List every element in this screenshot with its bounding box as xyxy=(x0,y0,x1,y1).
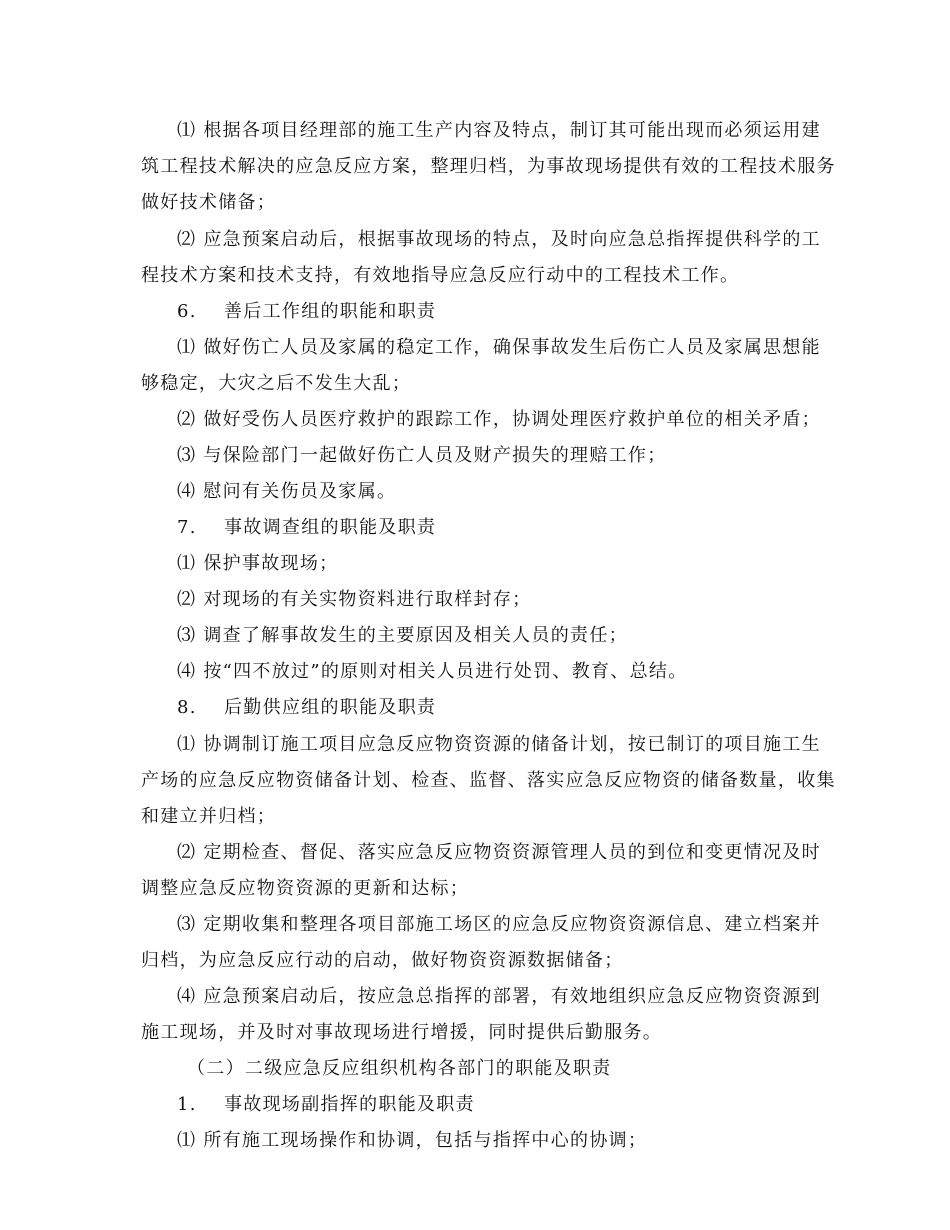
paragraph-line: ⑵ 应急预案启动后，根据事故现场的特点，及时向应急总指挥提供科学的工 xyxy=(177,229,821,250)
paragraph-line: ⑶ 与保险部门一起做好伤亡人员及财产损失的理赔工作； xyxy=(177,445,667,466)
heading-number: 6. xyxy=(177,301,197,322)
heading-number: 8. xyxy=(177,697,197,718)
paragraph-line: ⑷ 应急预案启动后，按应急总指挥的部署，有效地组织应急反应物资资源到 xyxy=(177,986,821,1007)
paragraph-line: 程技术方案和技术支持，有效地指导应急反应行动中的工程技术工作。 xyxy=(141,265,740,286)
paragraph-line: ⑴ 根据各项目经理部的施工生产内容及特点，制订其可能出现而必须运用建 xyxy=(177,120,821,141)
section-heading xyxy=(177,1093,475,1117)
paragraph-line: ⑵ 做好受伤人员医疗救护的跟踪工作，协调处理医疗救护单位的相关矛盾； xyxy=(177,409,821,430)
paragraph-line: ⑴ 做好伤亡人员及家属的稳定工作，确保事故发生后伤亡人员及家属思想能 xyxy=(177,337,821,358)
paragraph-line: ⑷ 慰问有关伤员及家属。 xyxy=(177,481,397,502)
paragraph-line: ⑶ 定期收集和整理各项目部施工场区的应急反应物资资源信息、建立档案并 xyxy=(177,914,821,935)
paragraph-line: ⑴ 所有施工现场操作和协调，包括与指挥中心的协调； xyxy=(177,1130,648,1151)
section-heading xyxy=(177,696,436,720)
heading-text: 后勤供应组的职能及职责 xyxy=(224,697,437,718)
heading-text: 事故现场副指挥的职能及职责 xyxy=(224,1094,475,1115)
paragraph-line: ⑴ 保护事故现场； xyxy=(177,553,339,574)
section-heading xyxy=(177,300,436,324)
paragraph-line: ⑵ 对现场的有关实物资料进行取样封存； xyxy=(177,589,532,610)
heading-number: 1. xyxy=(177,1094,197,1115)
section-heading xyxy=(177,516,436,540)
paragraph-line: 筑工程技术解决的应急反应方案，整理归档，为事故现场提供有效的工程技术服务 xyxy=(141,156,836,177)
paragraph-line: 够稳定，大灾之后不发生大乱； xyxy=(141,373,412,394)
paragraph-line: ⑶ 调查了解事故发生的主要原因及相关人员的责任； xyxy=(177,625,628,646)
heading-text: 善后工作组的职能和职责 xyxy=(224,301,437,322)
paragraph-line: 施工现场，并及时对事故现场进行增援，同时提供后勤服务。 xyxy=(141,1022,663,1043)
paragraph-line: 做好技术储备； xyxy=(141,192,277,213)
paragraph-line: 调整应急反应物资资源的更新和达标； xyxy=(141,878,470,899)
heading-text: 事故调查组的职能及职责 xyxy=(224,517,437,538)
paragraph-line: ⑷ 按“四不放过”的原则对相关人员进行处罚、教育、总结。 xyxy=(177,661,688,682)
paragraph-line: ⑵ 定期检查、督促、落实应急反应物资资源管理人员的到位和变更情况及时 xyxy=(177,842,821,863)
heading-number: 7. xyxy=(177,517,197,538)
paragraph-line: 归档，为应急反应行动的启动，做好物资资源数据储备； xyxy=(141,950,624,971)
subsection-heading: （二）二级应急反应组织机构各部门的职能及职责 xyxy=(187,1058,612,1079)
paragraph-line: ⑴ 协调制订施工项目应急反应物资资源的储备计划，按已制订的项目施工生 xyxy=(177,734,821,755)
paragraph-line: 产场的应急反应物资储备计划、检查、监督、落实应急反应物资的储备数量，收集 xyxy=(141,770,836,791)
paragraph-line: 和建立并归档； xyxy=(141,806,277,827)
